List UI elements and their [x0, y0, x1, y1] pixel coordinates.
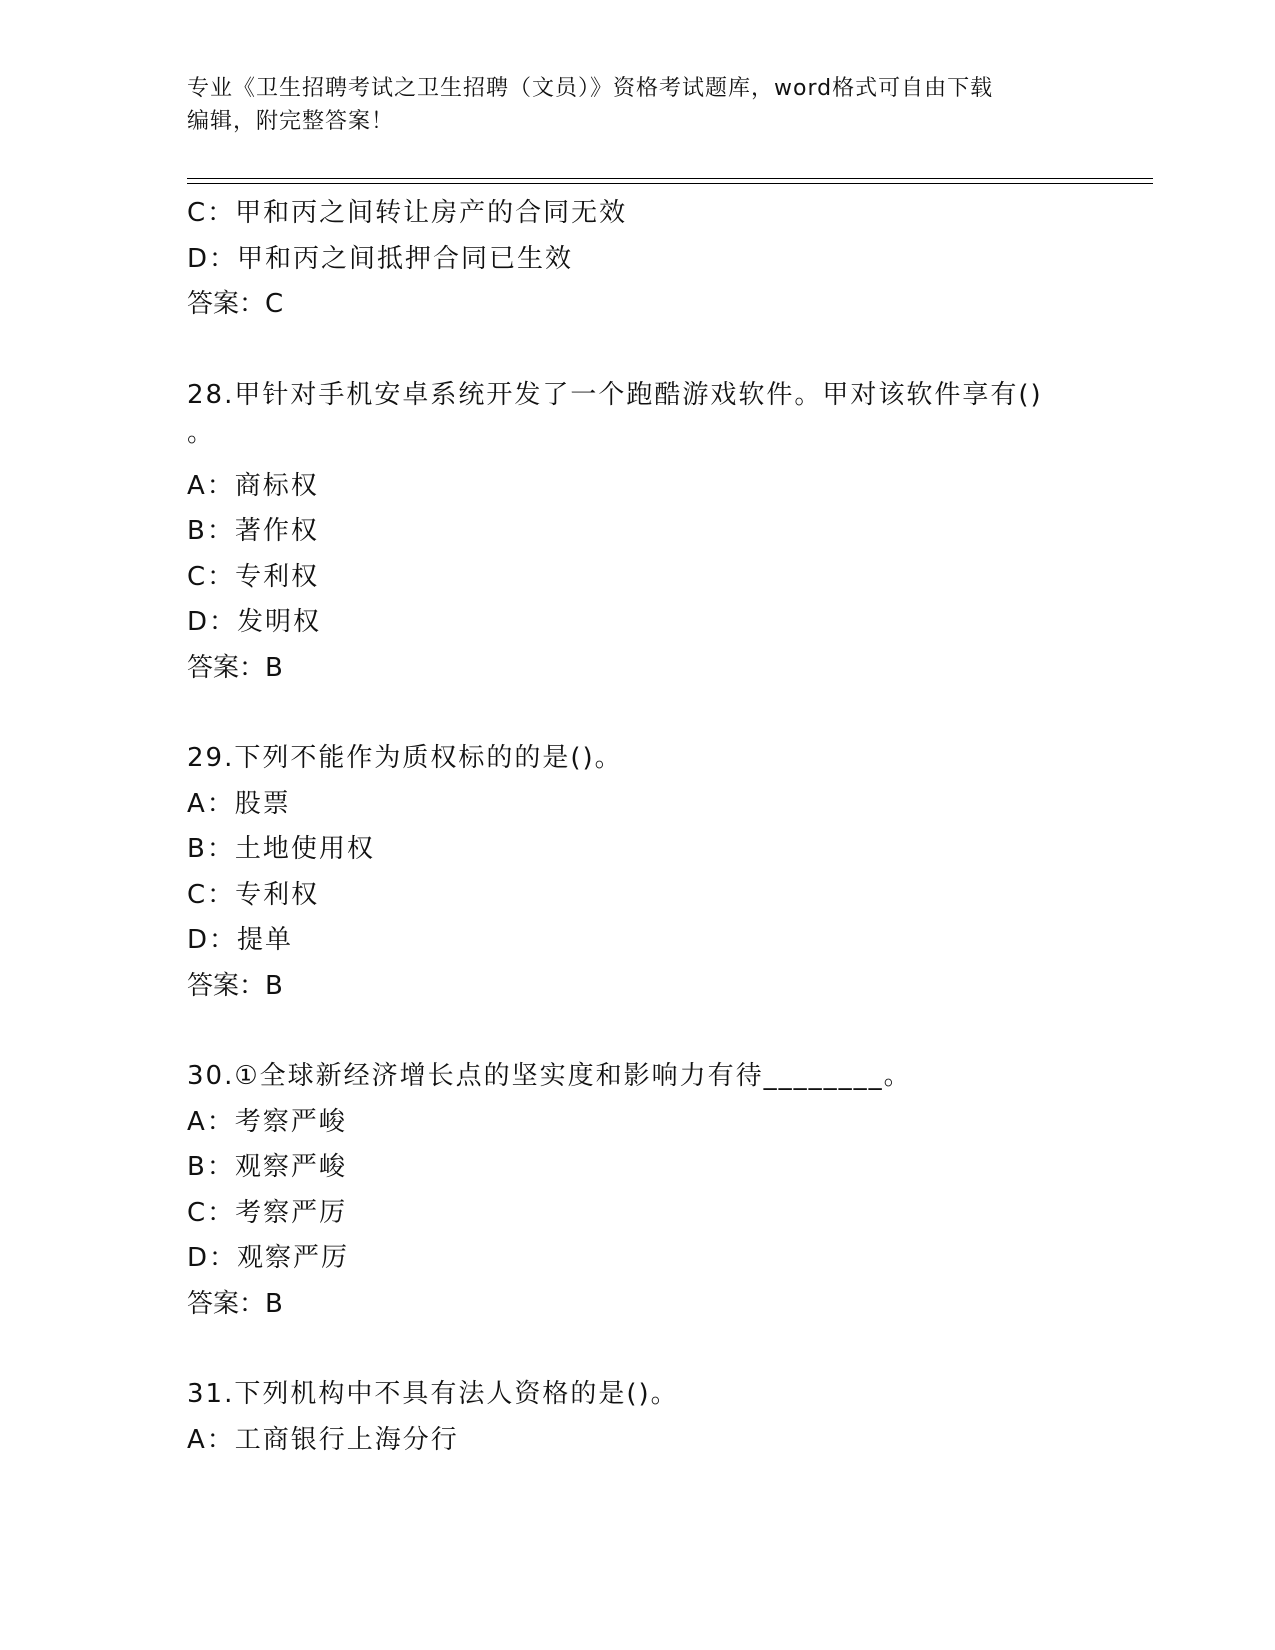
document-header: [187, 72, 1067, 138]
option-a: A：商标权: [187, 470, 319, 501]
option-a: A：工商银行上海分行: [187, 1424, 459, 1455]
question-stem: 28.甲针对手机安卓系统开发了一个跑酷游戏软件。甲对该软件享有(): [187, 379, 1043, 410]
option-c: C：甲和丙之间转让房产的合同无效: [187, 198, 628, 228]
option-d: D：提单: [187, 925, 294, 955]
option-c: C：专利权: [187, 561, 320, 592]
option-b: B：土地使用权: [187, 834, 375, 864]
question-stem: 29.下列不能作为质权标的的是()。: [187, 743, 623, 773]
option-c: C：考察严厉: [187, 1197, 348, 1228]
answer: 答案：B: [187, 1288, 283, 1319]
option-b: B：观察严峻: [187, 1152, 347, 1182]
option-a: A：股票: [187, 788, 291, 819]
answer: 答案：B: [187, 970, 283, 1001]
question-stem: 30.①全球新经济增长点的坚实度和影响力有待________。: [187, 1061, 912, 1091]
option-b: B：著作权: [187, 516, 319, 546]
option-c: C：专利权: [187, 879, 320, 910]
header-line-1: 专业《卫生招聘考试之卫生招聘（文员）》资格考试题库，word格式可自由下载: [187, 76, 994, 101]
option-d: D：观察严厉: [187, 1243, 350, 1273]
header-rule-bottom: [187, 183, 1153, 184]
option-d: D：发明权: [187, 607, 322, 637]
question-list: [187, 191, 1147, 1463]
option-a: A：考察严峻: [187, 1106, 347, 1137]
answer: 答案：B: [187, 652, 283, 683]
header-line-2: 编辑，附完整答案！: [187, 109, 395, 134]
option-d: D：甲和丙之间抵押合同已生效: [187, 243, 574, 274]
header-rule-top: [187, 178, 1153, 179]
question-stem: 31.下列机构中不具有法人资格的是()。: [187, 1379, 679, 1409]
question-stem-continuation: 。: [187, 418, 214, 448]
answer: 答案：C: [187, 289, 284, 319]
